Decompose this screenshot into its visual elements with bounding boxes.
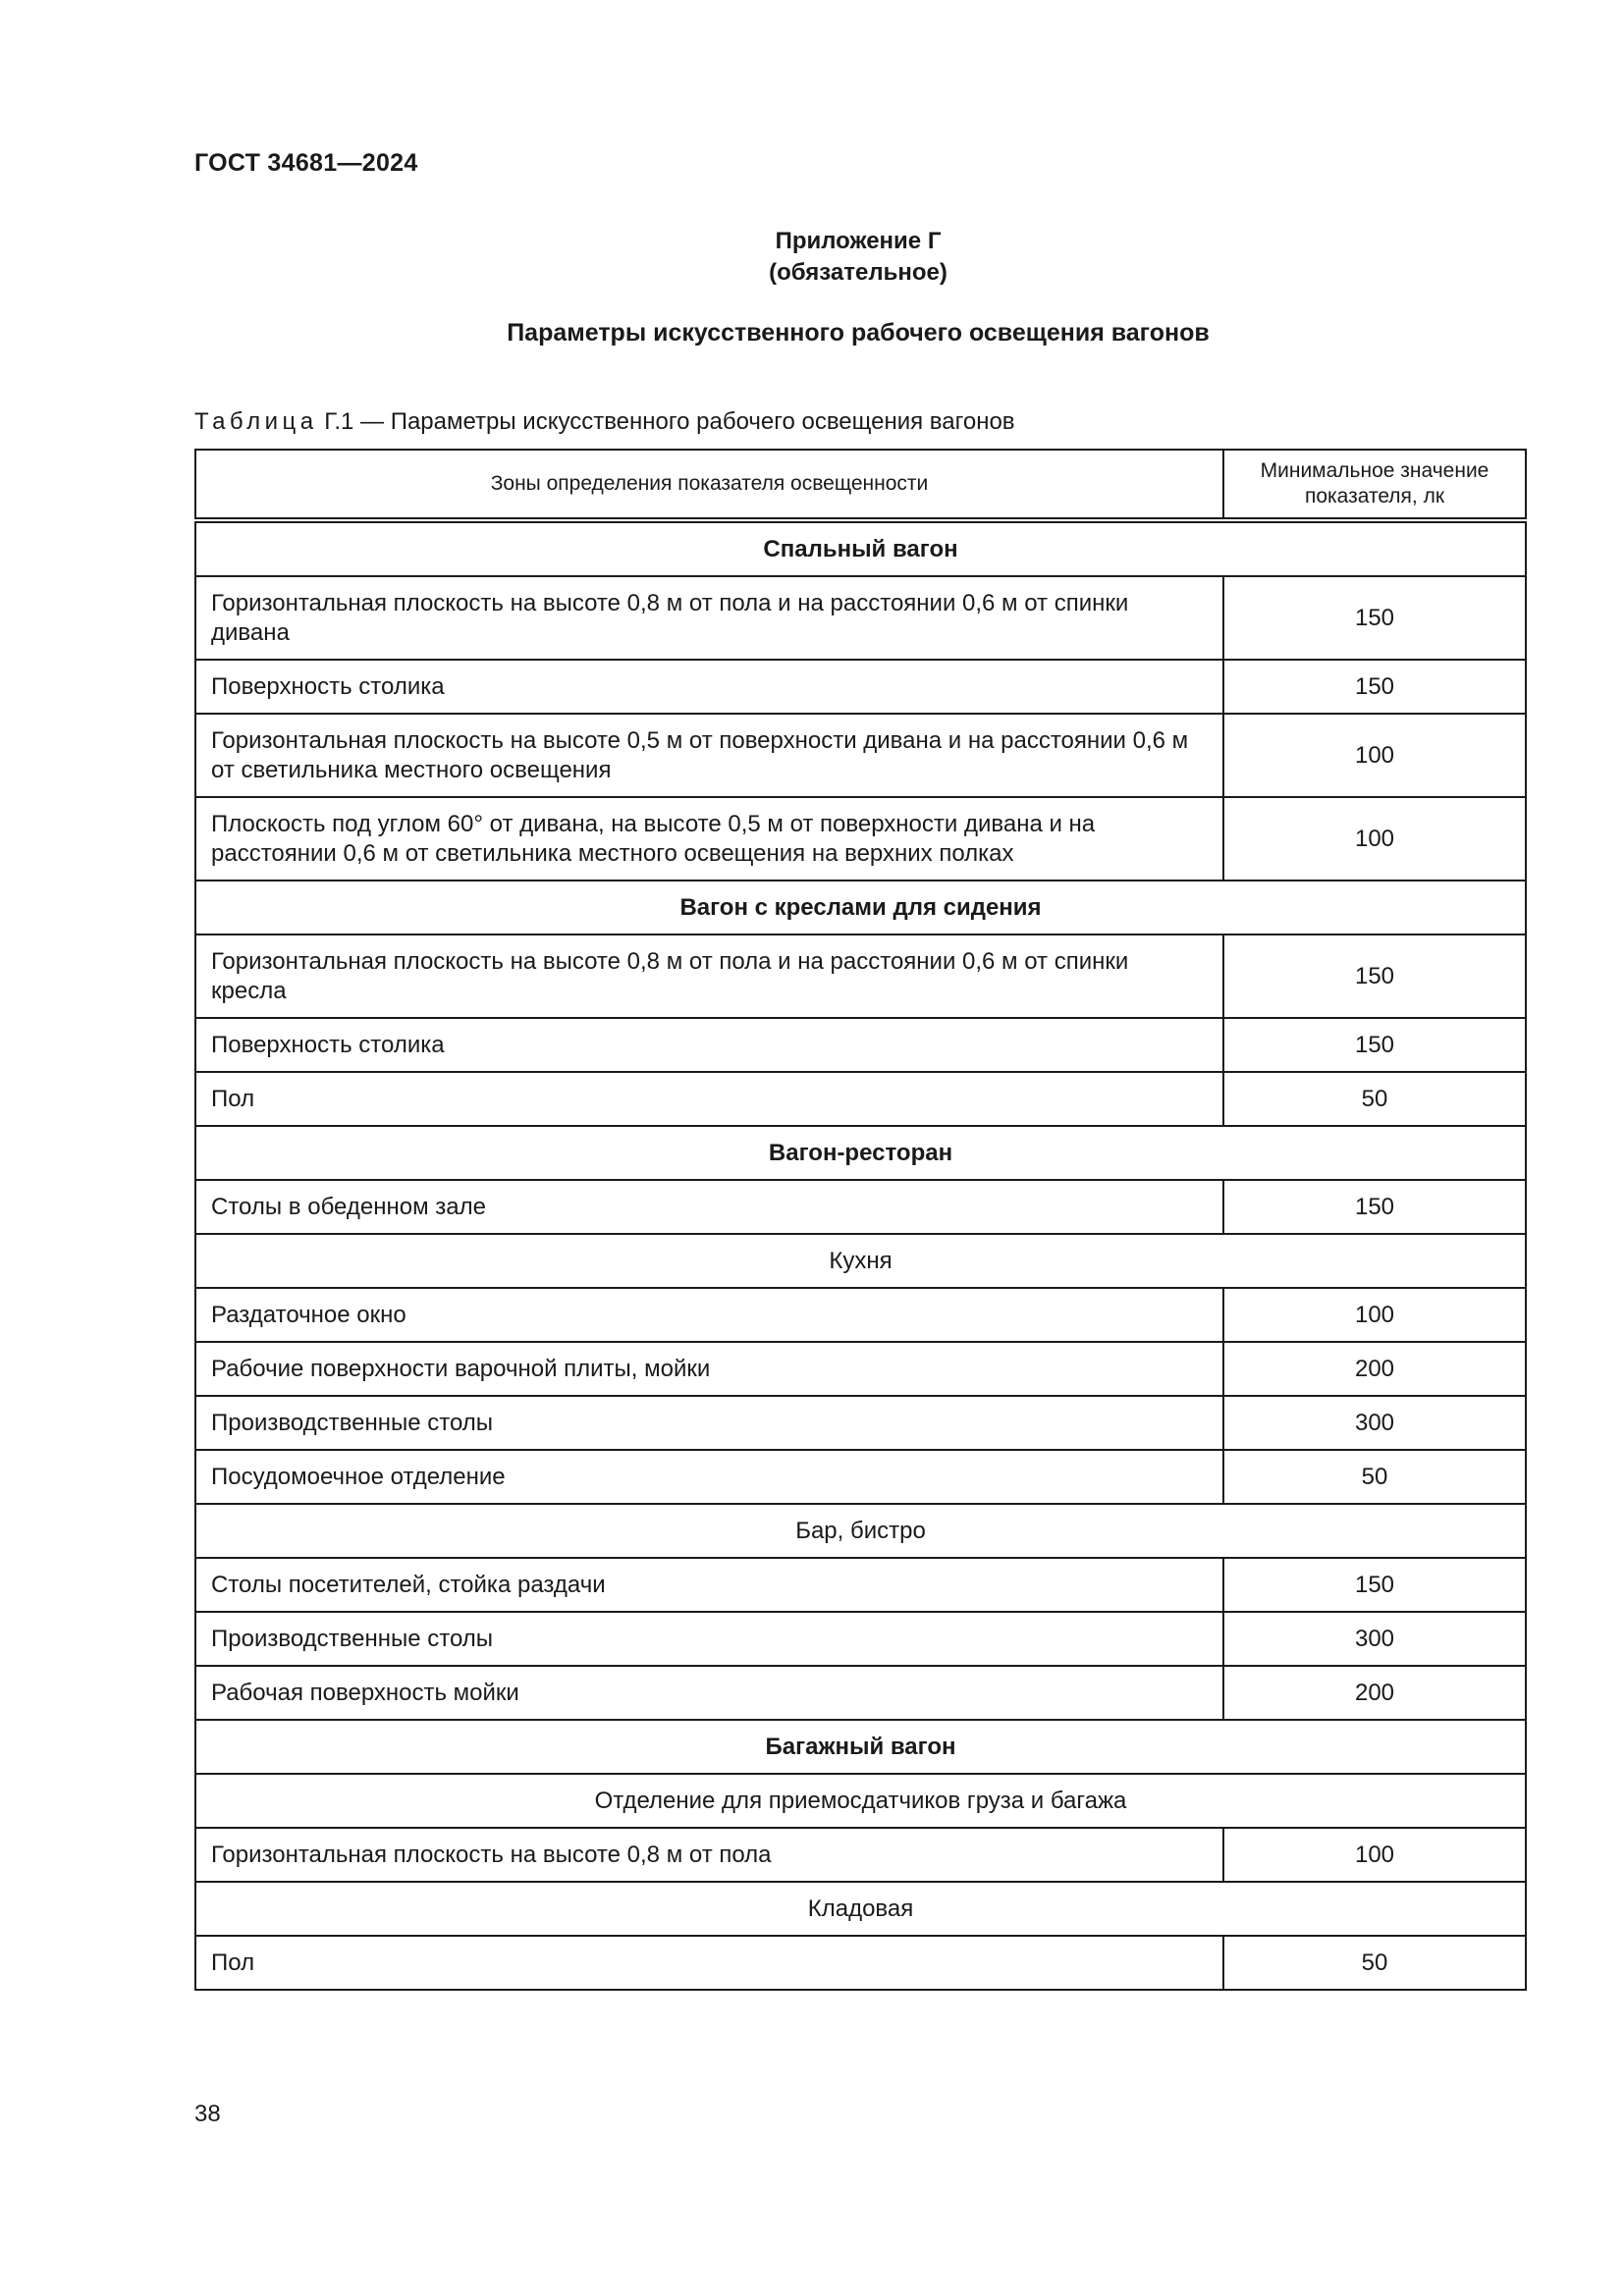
table-group-row xyxy=(195,1126,1526,1180)
appendix-title: Приложение Г xyxy=(775,228,942,254)
table-group-row xyxy=(195,1774,1526,1828)
value-cell: 200 xyxy=(1223,1666,1526,1720)
value-cell: 50 xyxy=(1223,1072,1526,1126)
table-row xyxy=(195,1396,1526,1450)
table-row xyxy=(195,1666,1526,1720)
table-row xyxy=(195,1558,1526,1612)
table-row xyxy=(195,660,1526,714)
group-heading: Кухня xyxy=(195,1234,1526,1288)
appendix-heading xyxy=(0,226,1624,289)
group-heading: Отделение для приемосдатчиков груза и багажа xyxy=(195,1774,1526,1828)
value-cell: 50 xyxy=(1223,1936,1526,1990)
group-heading: Багажный вагон xyxy=(195,1720,1526,1774)
table-row xyxy=(195,1288,1526,1342)
group-heading: Вагон с креслами для сидения xyxy=(195,881,1526,934)
table-group-row xyxy=(195,1234,1526,1288)
table-caption-word: Таблица xyxy=(194,408,318,435)
table-row xyxy=(195,1936,1526,1990)
zone-cell: Горизонтальная плоскость на высоте 0,5 м от поверхности дивана и на расстоянии 0,6 м от светильника местного освещения xyxy=(195,714,1223,797)
zone-cell: Производственные столы xyxy=(195,1612,1223,1666)
section-title: Параметры искусственного рабочего освещения вагонов xyxy=(507,319,1210,347)
value-cell: 150 xyxy=(1223,1018,1526,1072)
table-group-row xyxy=(195,1720,1526,1774)
group-heading: Кладовая xyxy=(195,1882,1526,1936)
value-cell: 150 xyxy=(1223,576,1526,660)
appendix-status: (обязательное) xyxy=(769,259,947,286)
page-number: 38 xyxy=(194,2101,221,2127)
zone-cell: Рабочая поверхность мойки xyxy=(195,1666,1223,1720)
value-cell: 100 xyxy=(1223,714,1526,797)
table-header-row xyxy=(195,450,1526,520)
value-cell: 300 xyxy=(1223,1396,1526,1450)
value-cell: 200 xyxy=(1223,1342,1526,1396)
zone-cell: Пол xyxy=(195,1072,1223,1126)
group-heading: Вагон-ресторан xyxy=(195,1126,1526,1180)
zone-cell: Плоскость под углом 60° от дивана, на высоте 0,5 м от поверхности дивана и на расстоянии 0,6 м от светильника местного освещения на верхних полках xyxy=(195,797,1223,881)
zone-cell: Столы в обеденном зале xyxy=(195,1180,1223,1234)
zone-cell: Поверхность столика xyxy=(195,660,1223,714)
zone-cell: Рабочие поверхности варочной плиты, мойки xyxy=(195,1342,1223,1396)
table-group-row xyxy=(195,1504,1526,1558)
value-cell: 300 xyxy=(1223,1612,1526,1666)
group-heading: Спальный вагон xyxy=(195,520,1526,576)
table-group-row xyxy=(195,881,1526,934)
table-group-row xyxy=(195,1882,1526,1936)
table-row xyxy=(195,1612,1526,1666)
value-cell: 150 xyxy=(1223,1558,1526,1612)
document-id: ГОСТ 34681—2024 xyxy=(194,149,418,177)
zone-cell: Горизонтальная плоскость на высоте 0,8 м от пола xyxy=(195,1828,1223,1882)
table-group-row xyxy=(195,520,1526,576)
group-heading: Бар, бистро xyxy=(195,1504,1526,1558)
table-caption xyxy=(194,408,1015,436)
lighting-parameters-table xyxy=(194,449,1527,1991)
table-row xyxy=(195,1072,1526,1126)
zone-cell: Производственные столы xyxy=(195,1396,1223,1450)
value-cell: 100 xyxy=(1223,797,1526,881)
table-row xyxy=(195,797,1526,881)
table-row xyxy=(195,1342,1526,1396)
table-caption-text: Г.1 — Параметры искусственного рабочего освещения вагонов xyxy=(324,408,1015,435)
value-cell: 100 xyxy=(1223,1288,1526,1342)
value-cell: 150 xyxy=(1223,660,1526,714)
zone-cell: Пол xyxy=(195,1936,1223,1990)
value-cell: 150 xyxy=(1223,934,1526,1018)
value-cell: 50 xyxy=(1223,1450,1526,1504)
zone-cell: Посудомоечное отделение xyxy=(195,1450,1223,1504)
table-row xyxy=(195,1828,1526,1882)
zone-cell: Горизонтальная плоскость на высоте 0,8 м от пола и на расстоянии 0,6 м от спинки кресла xyxy=(195,934,1223,1018)
column-header-value: Минимальное значение показателя, лк xyxy=(1223,450,1526,520)
table-row xyxy=(195,1018,1526,1072)
column-header-zone: Зоны определения показателя освещенности xyxy=(195,450,1223,520)
table-row xyxy=(195,576,1526,660)
table-row xyxy=(195,1180,1526,1234)
table-row xyxy=(195,714,1526,797)
table-row xyxy=(195,1450,1526,1504)
zone-cell: Раздаточное окно xyxy=(195,1288,1223,1342)
value-cell: 150 xyxy=(1223,1180,1526,1234)
zone-cell: Столы посетителей, стойка раздачи xyxy=(195,1558,1223,1612)
zone-cell: Поверхность столика xyxy=(195,1018,1223,1072)
zone-cell: Горизонтальная плоскость на высоте 0,8 м от пола и на расстоянии 0,6 м от спинки дивана xyxy=(195,576,1223,660)
value-cell: 100 xyxy=(1223,1828,1526,1882)
table-row xyxy=(195,934,1526,1018)
